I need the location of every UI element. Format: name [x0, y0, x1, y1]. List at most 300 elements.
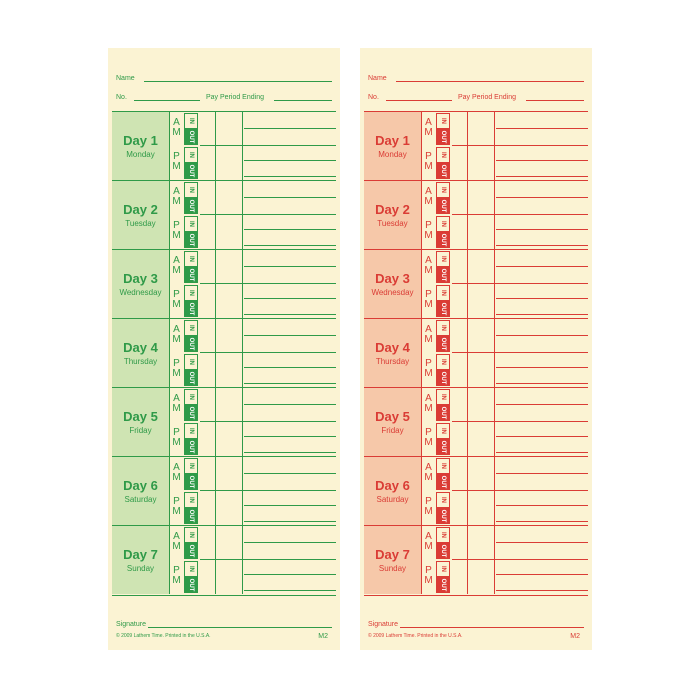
day-row — [364, 388, 588, 457]
hours-line — [244, 404, 336, 405]
hours-line — [244, 574, 336, 575]
day-name: Day 2 — [375, 202, 410, 217]
time-card-green — [108, 48, 340, 650]
day-row — [364, 457, 588, 526]
day-name: Day 3 — [123, 271, 158, 286]
day-weekday: Friday — [129, 426, 152, 435]
column-divider — [242, 526, 243, 594]
pm-letter-m: M — [172, 437, 181, 448]
pm-letter-m: M — [172, 230, 181, 241]
punch-column — [184, 250, 198, 318]
column-divider — [215, 388, 216, 456]
day-row — [112, 457, 336, 526]
day-row — [112, 319, 336, 388]
pm-letter-p: P — [173, 565, 180, 576]
am-in-label: IN — [188, 463, 194, 469]
punch-column — [184, 388, 198, 456]
am-out-label: OUT — [440, 475, 446, 489]
name-row — [116, 70, 332, 84]
am-marker — [170, 112, 183, 146]
hours-line — [244, 521, 336, 522]
pm-letter-m: M — [172, 506, 181, 517]
am-marker — [422, 457, 435, 491]
am-pm-divider — [452, 490, 588, 491]
pm-out-box — [436, 163, 450, 179]
name-row — [368, 70, 584, 84]
day-weekday: Saturday — [124, 495, 157, 504]
pm-in-label: IN — [440, 221, 446, 227]
day-row — [364, 181, 588, 250]
pm-in-label: IN — [188, 566, 194, 572]
hours-line — [244, 367, 336, 368]
days-grid — [112, 111, 336, 596]
day-name: Day 4 — [375, 340, 410, 355]
pm-out-box — [436, 439, 450, 455]
time-card-red — [360, 48, 592, 650]
am-in-label: IN — [188, 187, 194, 193]
pm-marker — [422, 146, 435, 180]
am-out-box — [436, 198, 450, 214]
punch-column — [184, 457, 198, 525]
am-marker — [422, 388, 435, 422]
column-divider — [215, 112, 216, 180]
am-pm-divider — [200, 352, 336, 353]
pm-letter-p: P — [173, 427, 180, 438]
day-label-cell — [112, 457, 170, 525]
punch-column — [436, 457, 450, 525]
hours-line — [244, 245, 336, 246]
am-letter-m: M — [424, 472, 433, 483]
am-out-label: OUT — [440, 406, 446, 420]
pay-period-label: Pay Period Ending — [458, 94, 516, 101]
pm-marker — [170, 146, 183, 180]
am-letter-a: A — [173, 393, 180, 404]
day-label-cell — [364, 319, 422, 387]
am-marker — [422, 250, 435, 284]
day-label-cell — [364, 112, 422, 180]
am-out-box — [436, 129, 450, 145]
day-row — [364, 250, 588, 319]
pm-in-label: IN — [440, 359, 446, 365]
am-out-label: OUT — [188, 199, 194, 213]
hours-line — [496, 383, 588, 384]
punch-column — [184, 526, 198, 594]
am-marker — [422, 181, 435, 215]
am-in-box — [436, 458, 450, 474]
am-out-box — [184, 543, 198, 559]
am-marker — [170, 181, 183, 215]
day-label-cell — [364, 526, 422, 594]
am-letter-m: M — [424, 403, 433, 414]
hours-line — [496, 590, 588, 591]
am-in-label: IN — [440, 256, 446, 262]
am-pm-divider — [200, 490, 336, 491]
pm-out-label: OUT — [440, 578, 446, 592]
am-letter-a: A — [173, 117, 180, 128]
am-letter-m: M — [424, 196, 433, 207]
day-weekday: Sunday — [126, 564, 155, 573]
hours-line — [496, 521, 588, 522]
am-letter-a: A — [173, 324, 180, 335]
am-letter-a: A — [425, 186, 432, 197]
pm-letter-p: P — [173, 220, 180, 231]
am-in-box — [184, 458, 198, 474]
am-in-box — [184, 251, 198, 267]
day-weekday: Saturday — [376, 495, 409, 504]
pm-letter-m: M — [172, 161, 181, 172]
day-weekday: Tuesday — [377, 219, 408, 228]
pm-in-box — [436, 561, 450, 577]
day-weekday: Sunday — [378, 564, 407, 573]
day-name: Day 5 — [375, 409, 410, 424]
am-letter-m: M — [424, 265, 433, 276]
pm-in-box — [436, 147, 450, 163]
day-row — [364, 526, 588, 594]
pm-out-box — [184, 577, 198, 593]
days-grid — [364, 111, 588, 596]
am-in-box — [184, 527, 198, 543]
day-row — [112, 112, 336, 181]
am-in-label: IN — [188, 256, 194, 262]
am-in-box — [184, 182, 198, 198]
pm-in-label: IN — [440, 290, 446, 296]
punch-column — [184, 319, 198, 387]
column-divider — [215, 526, 216, 594]
pm-marker — [422, 284, 435, 318]
am-letter-a: A — [425, 462, 432, 473]
hours-line — [244, 197, 336, 198]
number-label: No. — [116, 94, 127, 101]
day-row — [364, 319, 588, 388]
column-divider — [467, 181, 468, 249]
pm-out-box — [436, 508, 450, 524]
am-out-label: OUT — [188, 268, 194, 282]
name-line — [396, 81, 584, 82]
am-out-box — [184, 129, 198, 145]
pm-letter-m: M — [424, 299, 433, 310]
pm-letter-m: M — [424, 506, 433, 517]
am-out-label: OUT — [440, 268, 446, 282]
am-letter-m: M — [172, 541, 181, 552]
pm-out-label: OUT — [440, 371, 446, 385]
pm-marker — [170, 215, 183, 249]
column-divider — [242, 112, 243, 180]
pm-in-box — [436, 354, 450, 370]
am-in-box — [436, 251, 450, 267]
am-letter-m: M — [172, 196, 181, 207]
hours-line — [244, 314, 336, 315]
hours-line — [244, 160, 336, 161]
am-letter-a: A — [173, 462, 180, 473]
day-row — [112, 181, 336, 250]
pm-in-box — [184, 492, 198, 508]
day-weekday: Monday — [378, 150, 407, 159]
column-divider — [242, 388, 243, 456]
name-label: Name — [368, 75, 387, 82]
pm-out-box — [436, 232, 450, 248]
pm-out-label: OUT — [440, 164, 446, 178]
hours-line — [496, 128, 588, 129]
day-label-cell — [112, 112, 170, 180]
am-pm-divider — [200, 421, 336, 422]
am-out-label: OUT — [188, 130, 194, 144]
hours-line — [496, 197, 588, 198]
number-row — [116, 89, 332, 103]
day-name: Day 6 — [375, 478, 410, 493]
pay-period-line — [526, 100, 584, 101]
am-marker — [170, 457, 183, 491]
number-row — [368, 89, 584, 103]
am-in-label: IN — [188, 394, 194, 400]
am-in-box — [436, 320, 450, 336]
pm-out-label: OUT — [440, 509, 446, 523]
hours-line — [496, 298, 588, 299]
pm-marker — [422, 422, 435, 456]
signature-line — [116, 627, 332, 628]
hours-line — [244, 436, 336, 437]
pm-out-label: OUT — [188, 302, 194, 316]
pm-marker — [422, 215, 435, 249]
am-out-box — [436, 267, 450, 283]
day-label-cell — [364, 250, 422, 318]
am-in-label: IN — [188, 118, 194, 124]
am-in-label: IN — [188, 325, 194, 331]
am-marker — [422, 319, 435, 353]
hours-line — [496, 367, 588, 368]
hours-line — [496, 160, 588, 161]
pm-marker — [170, 560, 183, 594]
am-letter-m: M — [424, 334, 433, 345]
card-footer — [368, 633, 584, 639]
signature-row — [116, 616, 332, 630]
day-row — [112, 526, 336, 594]
pay-period-line — [274, 100, 332, 101]
hours-line — [496, 404, 588, 405]
punch-column — [436, 181, 450, 249]
pm-out-box — [436, 370, 450, 386]
pm-out-label: OUT — [440, 440, 446, 454]
day-name: Day 6 — [123, 478, 158, 493]
am-out-box — [436, 543, 450, 559]
hours-line — [496, 335, 588, 336]
punch-column — [184, 112, 198, 180]
hours-line — [496, 574, 588, 575]
hours-line — [496, 542, 588, 543]
day-weekday: Wednesday — [371, 288, 414, 297]
column-divider — [242, 319, 243, 387]
pm-marker — [422, 560, 435, 594]
pm-letter-p: P — [425, 565, 432, 576]
am-in-label: IN — [440, 394, 446, 400]
am-in-box — [184, 113, 198, 129]
day-name: Day 3 — [375, 271, 410, 286]
day-label-cell — [112, 181, 170, 249]
day-label-cell — [112, 526, 170, 594]
am-letter-a: A — [173, 531, 180, 542]
pm-in-box — [184, 561, 198, 577]
model-code: M2 — [318, 633, 328, 640]
hours-line — [496, 245, 588, 246]
model-code: M2 — [570, 633, 580, 640]
pm-letter-p: P — [425, 427, 432, 438]
pm-out-label: OUT — [188, 233, 194, 247]
punch-column — [436, 250, 450, 318]
am-pm-divider — [452, 421, 588, 422]
pm-letter-p: P — [425, 289, 432, 300]
day-name: Day 4 — [123, 340, 158, 355]
pm-letter-m: M — [424, 437, 433, 448]
am-out-label: OUT — [440, 337, 446, 351]
pm-marker — [170, 422, 183, 456]
column-divider — [467, 250, 468, 318]
pm-out-box — [436, 301, 450, 317]
am-letter-m: M — [172, 265, 181, 276]
hours-line — [244, 176, 336, 177]
pm-letter-m: M — [424, 368, 433, 379]
pm-letter-p: P — [425, 358, 432, 369]
am-pm-divider — [200, 559, 336, 560]
am-out-box — [436, 474, 450, 490]
pm-marker — [422, 353, 435, 387]
hours-line — [244, 452, 336, 453]
signature-line — [368, 627, 584, 628]
am-letter-m: M — [172, 127, 181, 138]
punch-column — [184, 181, 198, 249]
am-pm-divider — [452, 145, 588, 146]
pm-in-box — [436, 492, 450, 508]
pm-out-box — [184, 439, 198, 455]
hours-line — [496, 473, 588, 474]
column-divider — [242, 250, 243, 318]
am-letter-m: M — [424, 541, 433, 552]
pm-in-box — [436, 216, 450, 232]
column-divider — [215, 319, 216, 387]
pm-in-label: IN — [440, 152, 446, 158]
pm-letter-p: P — [173, 358, 180, 369]
am-in-box — [436, 113, 450, 129]
pm-out-label: OUT — [188, 164, 194, 178]
pm-in-label: IN — [188, 359, 194, 365]
column-divider — [494, 181, 495, 249]
pm-letter-m: M — [172, 299, 181, 310]
pm-in-label: IN — [188, 221, 194, 227]
am-out-box — [184, 267, 198, 283]
am-in-box — [436, 182, 450, 198]
hours-line — [244, 383, 336, 384]
day-label-cell — [364, 181, 422, 249]
hours-line — [244, 542, 336, 543]
punch-column — [436, 526, 450, 594]
column-divider — [467, 457, 468, 525]
pm-in-label: IN — [440, 428, 446, 434]
day-label-cell — [112, 250, 170, 318]
day-name: Day 1 — [123, 133, 158, 148]
day-label-cell — [112, 319, 170, 387]
day-weekday: Wednesday — [119, 288, 162, 297]
pm-letter-m: M — [172, 368, 181, 379]
pm-out-label: OUT — [440, 302, 446, 316]
column-divider — [494, 250, 495, 318]
am-in-label: IN — [440, 463, 446, 469]
am-out-label: OUT — [440, 199, 446, 213]
pm-marker — [170, 353, 183, 387]
column-divider — [494, 112, 495, 180]
am-out-box — [184, 336, 198, 352]
pm-in-label: IN — [188, 497, 194, 503]
column-divider — [467, 388, 468, 456]
column-divider — [467, 319, 468, 387]
pm-in-box — [184, 354, 198, 370]
am-marker — [422, 112, 435, 146]
day-label-cell — [364, 457, 422, 525]
pm-out-label: OUT — [188, 578, 194, 592]
hours-line — [244, 473, 336, 474]
am-pm-divider — [200, 283, 336, 284]
pm-in-box — [436, 423, 450, 439]
day-name: Day 7 — [123, 547, 158, 562]
pm-in-box — [436, 285, 450, 301]
pm-marker — [170, 284, 183, 318]
pm-out-label: OUT — [188, 509, 194, 523]
hours-line — [244, 266, 336, 267]
am-marker — [170, 319, 183, 353]
pm-out-box — [184, 163, 198, 179]
pm-in-label: IN — [188, 428, 194, 434]
am-letter-m: M — [172, 472, 181, 483]
am-out-label: OUT — [440, 130, 446, 144]
am-letter-m: M — [172, 334, 181, 345]
am-pm-divider — [452, 214, 588, 215]
pm-in-label: IN — [188, 152, 194, 158]
signature-label: Signature — [368, 621, 398, 628]
am-letter-a: A — [425, 393, 432, 404]
number-line — [386, 100, 452, 101]
column-divider — [242, 181, 243, 249]
day-row — [112, 388, 336, 457]
am-out-box — [436, 336, 450, 352]
day-weekday: Monday — [126, 150, 155, 159]
pm-letter-m: M — [424, 575, 433, 586]
am-letter-a: A — [173, 186, 180, 197]
pm-in-box — [184, 216, 198, 232]
am-letter-a: A — [425, 255, 432, 266]
day-label-cell — [364, 388, 422, 456]
am-in-label: IN — [440, 187, 446, 193]
am-letter-m: M — [424, 127, 433, 138]
am-out-box — [184, 474, 198, 490]
am-out-label: OUT — [188, 337, 194, 351]
am-marker — [170, 250, 183, 284]
am-out-label: OUT — [188, 475, 194, 489]
punch-column — [436, 319, 450, 387]
pm-out-box — [184, 301, 198, 317]
column-divider — [494, 457, 495, 525]
am-in-label: IN — [188, 532, 194, 538]
pm-in-box — [184, 147, 198, 163]
hours-line — [496, 452, 588, 453]
hours-line — [496, 505, 588, 506]
hours-line — [496, 176, 588, 177]
pm-out-box — [184, 508, 198, 524]
hours-line — [244, 229, 336, 230]
hours-line — [244, 128, 336, 129]
pm-out-label: OUT — [188, 440, 194, 454]
day-label-cell — [112, 388, 170, 456]
am-pm-divider — [200, 145, 336, 146]
hours-line — [244, 590, 336, 591]
am-in-label: IN — [440, 118, 446, 124]
am-pm-divider — [452, 559, 588, 560]
